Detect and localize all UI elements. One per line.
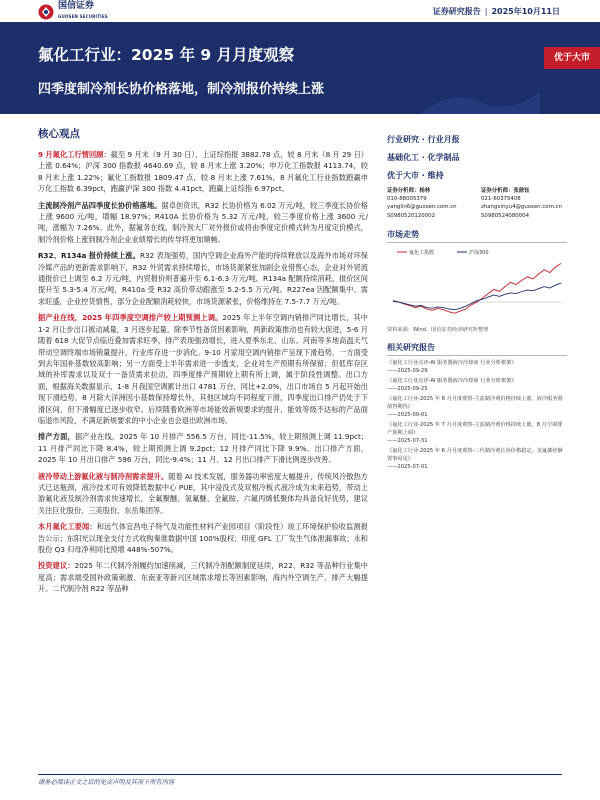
- related-report-item[interactable]: [387, 377, 567, 393]
- report-date: ——2025-07-01: [387, 463, 428, 470]
- core-views-title: 核心观点: [38, 128, 80, 140]
- paragraph-text: 据卓创资讯，R32 长协价格为 6.02 万元/吨，较三季度长协价格上涨 9600 元/吨，增幅 18.97%；R410A 长协价格为 5.32 万元/吨，较三季度价格上涨 3600 元/吨，涨幅为 7.26%。此外，据氟务在线，制冷剂大厂对外报价或将由季度定价模式转为月度定价模式，制冷剂价格上涨到制冷剂企业业绩增长的传导将更加顺畅。: [38, 200, 368, 244]
- analyst-card: [481, 187, 567, 220]
- paragraph: [38, 521, 368, 555]
- disclaimer-text: 请务必阅读正文之后的免责声明及其项下所有内容: [38, 779, 175, 786]
- paragraph-lead: 据产业在线，2025 年四季度空调排产较上期预测上调。: [38, 313, 223, 323]
- rating-line: 优于大市 · 维持: [387, 171, 444, 180]
- paragraph-lead: 本月氟化工要闻：: [38, 522, 97, 532]
- analyst-cert: S0980524080004: [481, 212, 530, 219]
- legend-label-0: 氟化工指数: [409, 249, 435, 256]
- related-report-item[interactable]: [387, 421, 567, 445]
- analyst-email[interactable]: zhangxinyu4@guosen.com.cn: [481, 204, 562, 211]
- related-report-item[interactable]: [387, 447, 567, 471]
- analyst-name: 证券分析师：杨林: [387, 188, 431, 194]
- report-title-link[interactable]: 《氟化工行业-2025 年 6 月月度观察-三代制冷剂长协价格稳定，氢氟烯烃静置事易见》: [387, 447, 563, 462]
- market-trend-title: 市场走势: [387, 229, 567, 243]
- paragraph: [38, 560, 368, 594]
- analyst-phone: 021-60375408: [481, 196, 521, 203]
- page-header: [0, 0, 600, 22]
- paragraph-lead: 液冷带动上游氟化液与制冷剂需求提升。: [38, 471, 169, 481]
- paragraph-text: R32 表现强势，国内空调企业海外产能的持续释放以及海外市场对环保冷媒产品的更新需求影响下，R32 外贸需求持续增长，市场货源紧张加剧企业惜售心态，企业对外贸流通报价已上调至 6.2 万元/吨，内贸报价则普遍升至 6.1-6.3 万元/吨。R134a 配额持续消耗，报价区间提升至 5.3-5.4 万元/吨，R410a 受 R32 高价带动跟涨至 5.2-5.5 万元/吨。R227ea 因配额集中、需求旺盛，企业控货情售，部分企业配额消耗较快，市场货源紧张，价格维持在 7.5-7.7 万元/吨。: [38, 251, 368, 306]
- title-banner: [0, 22, 600, 114]
- paragraph: [38, 312, 368, 426]
- analyst-cert: S0980520120002: [387, 212, 436, 219]
- report-title-link[interactable]: 《氟化工行业-2025 年 7 月月度观察-主流制冷剂价格持续上涨，8 月空调排产预期上调》: [387, 421, 563, 436]
- report-date: ——2025-09-25: [387, 385, 428, 392]
- analyst-email[interactable]: yanglin6@guosen.com.cn: [387, 204, 457, 211]
- related-report-item[interactable]: [387, 395, 567, 419]
- sector-category: 基础化工 · 化学制品: [387, 153, 460, 162]
- paragraph-lead: 投资建议：: [38, 561, 75, 571]
- paragraph-text: 随着 AI 技术发展，服务器功率密度大幅提升，传统风冷散热方式已达瓶颈，液冷技术可有效降低数据中心 PUE，其中浸没式及双相冷板式液冷成为未来趋势，带动上游氟化液及制冷剂需求快速增长，全氟聚醚、氢氟醚、全氟胺、六氟丙烯低聚体均具备良好优势，建议关注巨化股份、三美股份、东岳集团等。: [38, 471, 368, 515]
- guosen-logo-icon: [38, 4, 54, 20]
- paragraph: [38, 250, 368, 307]
- paragraph: [38, 471, 368, 517]
- core-views-section: [38, 126, 368, 600]
- analyst-name: 证券分析师：张歆钰: [481, 188, 530, 194]
- sidebar: [387, 134, 567, 473]
- analyst-list: [387, 187, 567, 220]
- report-meta: 证券研究报告 | 2025年10月11日: [432, 7, 560, 16]
- report-subtitle: 四季度制冷剂长协价格落地，制冷剂报价持续上涨: [38, 82, 325, 97]
- report-title-link[interactable]: 《氟化工行业-2025 年 8 月月度观察-主流制冷剂价格持续上涨，液冷服务器值得期待》: [387, 395, 563, 410]
- company-logo: [38, 2, 108, 21]
- chart-source: 资料来源：Wind、国信证券经济研究所整理: [387, 326, 489, 333]
- related-report-item[interactable]: [387, 359, 567, 375]
- trend-chart-svg: [387, 246, 567, 324]
- paragraph-text: 据产业在线，2025 年 10 月排产 556.5 万台，同比-11.5%，较上期预测上调 11.9pct；11 月排产同比下降 8.4%，较上期预测上调 9.2pct；12 月排产同比下降 9.9%。出口排产方面，2025 年 10 月出口排产 596 万台，同比-9.4%；11 月、12 月出口排产下滑比例逐步改善。: [38, 432, 368, 465]
- analyst-card: [387, 187, 473, 220]
- report-date: ——2025-09-29: [387, 367, 428, 374]
- paragraph-text: 2025 年上半年空调内销排产同比增长，其中 1-2 月让步出口被动减量，3 月逐步起量，除季节性备货因素影响，两新政策推动也有较大促进，5-6 月随着 618 大促节点临近叠加需求旺季，排产表现强劲增长，进入夏季东北、山东、河南等多地高温天气带动空调终端市场销量提升，行业库存进一步消化。9-10 月家用空调内销排产呈现下滑趋势，一方面受到去年国补基数较高影响；另一方面受上半年需求进一步透支，企业对生产预期有所保留；但低库存区域的补库需求以及双十一备货需求拉动，四季度排产预期较上期有所上调，属于阶段性调整。出口方面，根据海关数据显示，1-8 月我国空调累计出口 4781 万台，同比+2.0%，出口市场自 5 月起开始出现下滑趋势，8 月除大洋洲因小基数保持增长外，其他区域均不同程度下滑，四季度出口排产仍处于下滑区间，但下滑幅度已逐步收窄。后续随着欧洲等市场能效新规要求的提升，能效等级不达标的产品面临退市风险，不满足新规要求的中小企业也会退出欧洲市场。: [38, 313, 368, 425]
- paragraph-text: 截至 9 月末（9 月 30 日），上证综指报 3882.78 点，较 8 月末（8 月 29 日）上涨 0.64%；沪深 300 指数报 4640.69 点，较 8 月末上涨 3.20%；申万化工指数报 4113.74，较 8 月末上涨 1.22%；氟化工指数报 1809.47 点，较 8 月末上涨 7.61%，8 月氟化工行业指数跑赢申万化工指数 6.39pct，跑赢沪深 300 指数 4.41pct，跑赢上证综指 6.97pct。: [38, 150, 368, 194]
- paragraph: [38, 200, 368, 246]
- paragraph: [38, 149, 368, 195]
- report-date: ——2025-07-31: [387, 437, 428, 444]
- report-title: 氟化工行业：2025 年 9 月月度观察: [38, 46, 295, 64]
- paragraph-text: 2025 年二代制冷剂履约加速削减，三代制冷剂配额制度延续，R22、R32 等品种行业集中度高；需求端受国补政策刺激、东南亚等新兴区域需求增长等因素影响，海内外空调生产、排产大幅提升。二代制冷剂 R22 等品种: [38, 561, 368, 594]
- paragraph-text: 和远气体宜昌电子特气及功能性材料产业园项目（阶段性）竣工环境保护验收监测报告公示；东阳光以现金支付方式收购秦淮数据中国 100%股权；印度 GFL 工厂发生气体泄漏事故；永和股份 Q3 归母净利同比预增 448%-507%。: [38, 522, 368, 554]
- related-reports-title: 相关研究报告: [387, 342, 567, 356]
- industry-category: 行业研究 · 行业月报: [387, 135, 460, 144]
- related-reports-list: [387, 359, 567, 471]
- decorative-wave-icon: [420, 84, 540, 114]
- report-title-link[interactable]: 《氟化工行业点评-AI 服务器液冷冷却液 行业分析框架》: [387, 359, 517, 366]
- series-line-1: [393, 283, 561, 310]
- report-date: 2025年10月11日: [491, 7, 560, 16]
- report-date: ——2025-09-01: [387, 411, 428, 418]
- paragraph-lead: 9 月氟化工行情回顾：: [38, 150, 111, 159]
- page-footer: [38, 774, 562, 786]
- paragraph-lead: 主流制冷剂产品四季度长协价格落地。: [38, 200, 162, 210]
- paragraph: [38, 431, 368, 465]
- paragraph-lead: 排产方面，: [38, 432, 75, 442]
- market-trend-chart: [387, 246, 567, 324]
- rating-badge: 优于大市: [544, 47, 600, 69]
- report-title-link[interactable]: 《氟化工行业点评-AI 服务器液冷冷却液 行业分析框架》: [387, 377, 517, 384]
- logo-cn-text: 国信证券: [58, 1, 95, 11]
- logo-en-text: GUOSEN SECURITIES: [58, 14, 108, 19]
- report-type: 证券研究报告: [432, 7, 481, 16]
- legend-label-1: 沪深300: [469, 249, 489, 256]
- analyst-phone: 010-88005379: [387, 196, 427, 203]
- paragraph-lead: R32、R134a 报价持续上涨。: [38, 251, 141, 261]
